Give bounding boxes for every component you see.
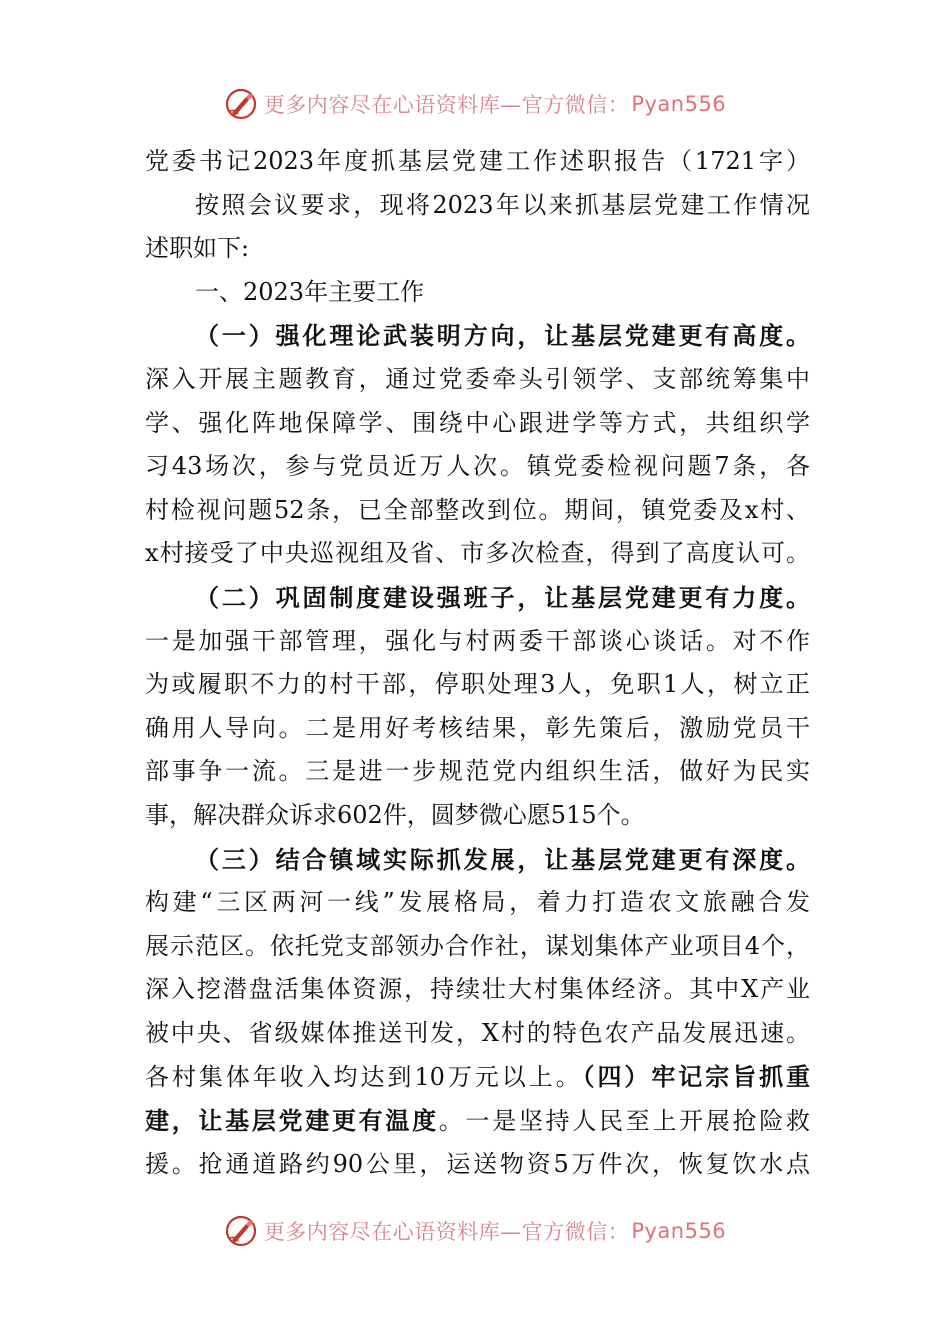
document-line bbox=[145, 402, 810, 446]
document-line bbox=[145, 707, 810, 751]
watermark-text: 更多内容尽在心语资料库—官方微信： bbox=[263, 1220, 630, 1244]
watermark-wechat-id: Pyan556 bbox=[631, 92, 727, 116]
pen-circle-logo-icon bbox=[224, 1214, 258, 1248]
document-line bbox=[145, 968, 810, 1012]
document-line bbox=[145, 1012, 810, 1056]
document-line bbox=[145, 663, 810, 707]
body-text: 。一是坚持人民至上开展抢险救 bbox=[438, 1107, 810, 1136]
body-text: 援。抢通道路约90公里，运送物资5万件次，恢复饮水点 bbox=[145, 1149, 810, 1178]
body-text: 述职如下: bbox=[145, 234, 250, 263]
document-line bbox=[145, 445, 810, 489]
watermark-wechat-id: Pyan556 bbox=[631, 1219, 727, 1243]
document-line bbox=[145, 750, 810, 794]
body-text: 被中央、省级媒体推送刊发，X村的特色农产品发展迅速。 bbox=[145, 1018, 810, 1047]
document-line bbox=[145, 271, 810, 315]
body-text: 构建“三区两河一线”发展格局，着力打造农文旅融合发 bbox=[145, 888, 810, 917]
body-text: 学、强化阵地保障学、围绕中心跟进学等方式，共组织学 bbox=[145, 408, 810, 437]
section-heading-text: （四）牢记宗旨抓重 bbox=[582, 1062, 810, 1092]
body-text: 一是加强干部管理，强化与村两委干部谈心谈话。对不作 bbox=[145, 626, 810, 655]
body-text: 事，解决群众诉求602件，圆梦微心愿515个。 bbox=[145, 800, 645, 829]
pen-circle-logo-icon bbox=[224, 87, 258, 121]
document-line bbox=[145, 184, 810, 228]
document-title: 党委书记2023年度抓基层党建工作述职报告（1721字） bbox=[145, 147, 810, 175]
body-text: 村检视问题52条，已全部整改到位。期间，镇党委及x村、 bbox=[145, 495, 810, 524]
document-line bbox=[145, 489, 810, 533]
body-text: 各村集体年收入均达到10万元以上。 bbox=[145, 1063, 583, 1092]
document-line bbox=[145, 620, 810, 664]
document-line bbox=[145, 838, 810, 882]
section-heading-text: （一）强化理论武装明方向，让基层党建更有高度。 bbox=[195, 321, 810, 351]
watermark-footer bbox=[0, 1211, 950, 1251]
body-text: 展示范区。依托党支部领办合作社，谋划集体产业项目4个， bbox=[145, 931, 810, 960]
document-line bbox=[145, 794, 810, 838]
watermark-header bbox=[0, 84, 950, 124]
body-text: 深入挖潜盘活集体资源，持续壮大村集体经济。其中X产业 bbox=[145, 975, 810, 1004]
body-text: 部事争一流。三是进一步规范党内组织生活，做好为民实 bbox=[145, 757, 810, 786]
document-line bbox=[145, 1143, 810, 1187]
document-line bbox=[145, 1099, 810, 1143]
document-body bbox=[145, 140, 810, 1186]
body-text: 习43场次，参与党员近万人次。镇党委检视问题7条，各 bbox=[145, 452, 810, 481]
document-line bbox=[145, 881, 810, 925]
document-line bbox=[145, 532, 810, 576]
document-line bbox=[145, 1055, 810, 1099]
body-text: 一、2023年主要工作 bbox=[195, 277, 425, 306]
document-line bbox=[145, 925, 810, 969]
body-text: 为或履职不力的村干部，停职处理3人，免职1人，树立正 bbox=[145, 670, 810, 699]
document-line bbox=[145, 576, 810, 620]
body-text: 按照会议要求，现将2023年以来抓基层党建工作情况 bbox=[195, 190, 810, 219]
document-line bbox=[145, 314, 810, 358]
document-paragraphs bbox=[145, 184, 810, 1187]
body-text: 确用人导向。二是用好考核结果，彰先策后，激励党员干 bbox=[145, 713, 810, 742]
watermark-text: 更多内容尽在心语资料库—官方微信： bbox=[263, 93, 630, 117]
body-text: 深入开展主题教育，通过党委牵头引领学、支部统筹集中 bbox=[145, 364, 810, 393]
document-line bbox=[145, 227, 810, 271]
section-heading-text: （三）结合镇域实际抓发展，让基层党建更有深度。 bbox=[195, 844, 810, 874]
document-line bbox=[145, 358, 810, 402]
body-text: x村接受了中央巡视组及省、市多次检查，得到了高度认可。 bbox=[145, 539, 810, 568]
section-heading-text: 建，让基层党建更有温度 bbox=[145, 1106, 439, 1136]
section-heading-text: （二）巩固制度建设强班子，让基层党建更有力度。 bbox=[195, 582, 810, 612]
